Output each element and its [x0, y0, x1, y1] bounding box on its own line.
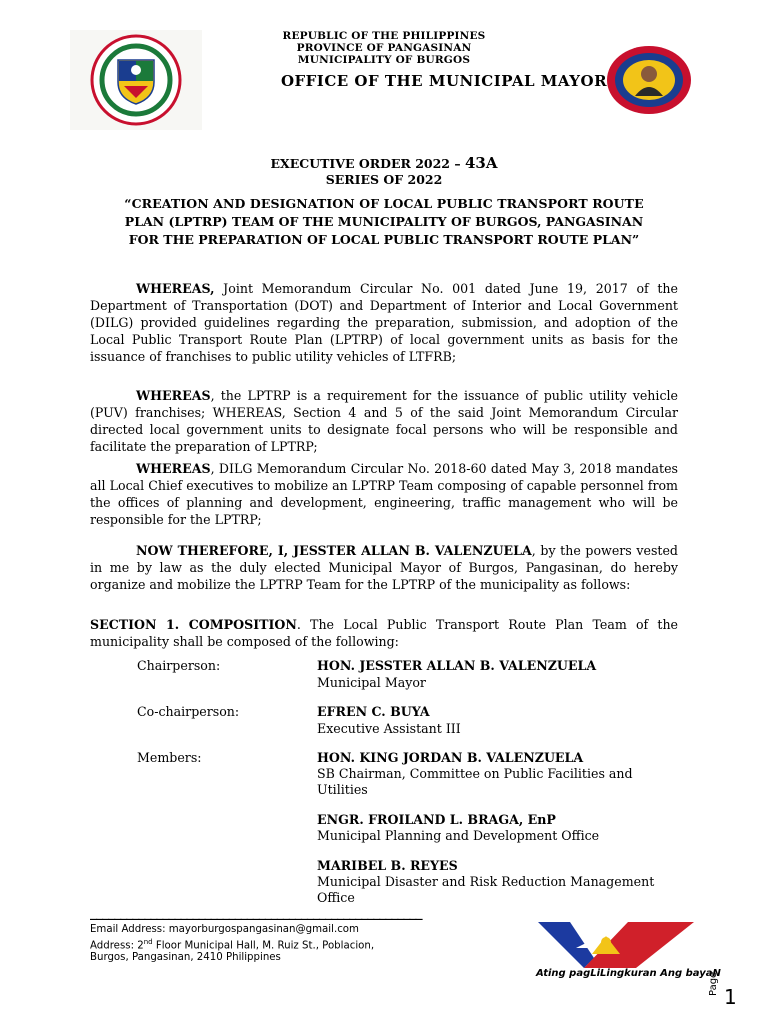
whereas-paragraph-3: WHEREAS, DILG Memorandum Circular No. 2018-60 dated May 3, 2018 mandates all Local Chief executives to mobilize an LPTRP Team composing of capable personnel from the offices of planning and development, engineering, traffic management who will be responsible for the LPTRP; [90, 461, 678, 527]
members-role: Members: [137, 750, 202, 765]
footer-slogan: Ating pagLiLingkuran Ang bayaN [536, 968, 721, 979]
member-3-title: Municipal Disaster and Risk Reduction Management Office [317, 874, 655, 905]
page-label: Page [708, 971, 719, 996]
executive-order-number: EXECUTIVE ORDER 2022 – 43A [270, 154, 498, 172]
flag-chevron-logo [536, 918, 696, 970]
header-municipality: MUNICIPALITY OF BURGOS [297, 54, 471, 66]
chairperson-name: HON. JESSTER ALLAN B. VALENZUELA [317, 658, 597, 673]
cochairperson-name: EFREN C. BUYA [317, 704, 430, 719]
footer-email: Email Address: mayorburgospangasinan@gmail.com [90, 924, 359, 935]
office-title: OFFICE OF THE MUNICIPAL MAYOR [280, 72, 608, 90]
member-1-name: HON. KING JORDAN B. VALENZUELA [317, 750, 584, 765]
member-1-title: SB Chairman, Committee on Public Facilities and Utilities [317, 766, 633, 797]
header-province: PROVINCE OF PANGASINAN [296, 42, 472, 54]
series-year: SERIES OF 2022 [325, 172, 443, 187]
member-3-name: MARIBEL B. REYES [317, 858, 458, 873]
now-therefore-paragraph: NOW THEREFORE, I, JESSTER ALLAN B. VALENZUELA, by the powers vested in me by law as the duly elected Municipal Mayor of Burgos, Pangasinan, do hereby organize and mobilize the LPTRP Team for the LPTRP of the municipality as follows: [90, 543, 678, 592]
member-2-title: Municipal Planning and Development Office [317, 828, 600, 843]
page-number: 1 [724, 985, 737, 1009]
whereas-paragraph-1: WHEREAS, Joint Memorandum Circular No. 001 dated June 19, 2017 of the Department of Transportation (DOT) and Department of Interior and Local Government (DILG) provided guidelines regarding the preparation, submission, and adoption of the Local Public Transport Route Plan (LPTRP) of local government units as basis for the issuance of franchises to public utility vehicles of LTFRB; [90, 281, 678, 364]
order-title-line-3: FOR THE PREPARATION OF LOCAL PUBLIC TRANSPORT ROUTE PLAN” [128, 232, 640, 247]
member-2-name: ENGR. FROILAND L. BRAGA, EnP [317, 812, 556, 827]
footer-divider: _______________________________________________________ [90, 906, 422, 920]
footer-address-line-1: Address: 2nd Floor Municipal Hall, M. Ruiz St., Poblacion, [90, 938, 375, 952]
whereas-paragraph-2: WHEREAS, the LPTRP is a requirement for the issuance of public utility vehicle (PUV) franchises; WHEREAS, Section 4 and 5 of the said Joint Memorandum Circular directed local government units to designate focal persons who will be responsible and facilitate the preparation of LPTRP; [90, 388, 678, 454]
cochairperson-title: Executive Assistant III [317, 721, 461, 736]
chairperson-title: Municipal Mayor [317, 675, 426, 690]
serbisyong-valenzuela-logo [604, 44, 694, 116]
order-title-line-2: PLAN (LPTRP) TEAM OF THE MUNICIPALITY OF BURGOS, PANGASINAN [124, 214, 644, 229]
section-1-composition: SECTION 1. COMPOSITION. The Local Public Transport Route Plan Team of the municipality shall be composed of the following: [90, 617, 679, 649]
header-republic: REPUBLIC OF THE PHILIPPINES [282, 30, 486, 42]
chairperson-role: Chairperson: [137, 658, 221, 673]
cochairperson-role: Co-chairperson: [137, 704, 240, 719]
order-title-line-1: “CREATION AND DESIGNATION OF LOCAL PUBLIC TRANSPORT ROUTE [124, 196, 644, 211]
footer-address-line-2: Burgos, Pangasinan, 2410 Philippines [90, 952, 281, 963]
